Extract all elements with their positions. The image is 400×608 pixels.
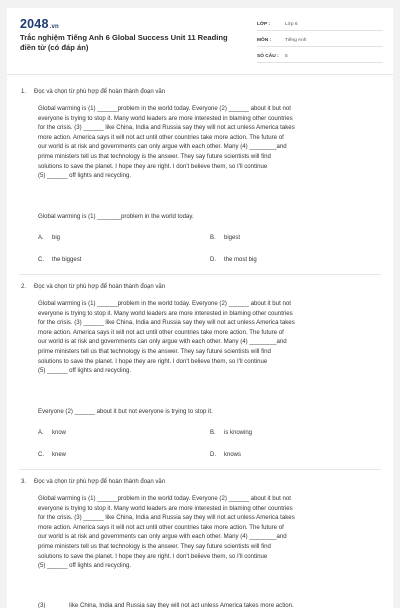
passage-line: our world is at risk and governments can only argue with each other. Many (4) ________and [38, 143, 287, 151]
option-a[interactable] [38, 430, 66, 436]
document-header [7, 8, 393, 72]
meta-value: 5 [285, 53, 288, 59]
passage-line: prime ministers tell us that technology is the answer. They say future scientists will find [38, 542, 271, 550]
meta-value: Tiếng Anh [285, 37, 307, 43]
option-letter: D. [210, 257, 216, 263]
passage-line: more action. America says it will not act until other countries take more action. The future of [38, 523, 284, 531]
question-instruction: Đọc và chọn từ phù hợp để hoàn thành đoạn văn [34, 89, 166, 95]
passage-line: prime ministers tell us that technology is the answer. They say future scientists will find [38, 347, 271, 355]
meta-row-subject [257, 34, 383, 47]
meta-row-class [257, 18, 383, 31]
passage-line: Global warming is (1) ______problem in the world today. Everyone (2) ______ about it but not [38, 105, 291, 112]
reading-passage [38, 494, 383, 571]
option-c[interactable] [38, 257, 81, 263]
meta-key: SỐ CÂU : [257, 53, 279, 59]
option-text: is knowing [224, 430, 253, 436]
question-number: 2. [21, 284, 27, 290]
option-letter: B. [210, 430, 216, 436]
option-b[interactable] [210, 235, 240, 241]
question-divider [19, 274, 381, 275]
passage-line: more action. America says it will not act until other countries take more action. The future of [38, 133, 284, 141]
logo-text: 2048 [20, 17, 49, 31]
passage-line: Global warming is (1) ______problem in the world today. Everyone (2) ______ about it but not [38, 300, 291, 307]
question-instruction: Đọc và chọn từ phù hợp để hoàn thành đoạn văn [34, 479, 166, 485]
option-a[interactable] [38, 235, 60, 241]
option-letter: A. [38, 430, 44, 436]
passage-line: for the crisis. (3) ______ like China, India and Russia say they will not act unless America takes [38, 124, 295, 132]
passage-line: our world is at risk and governments can only argue with each other. Many (4) ________and [38, 338, 287, 346]
option-letter: C. [38, 452, 44, 458]
passage-line: solutions to save the planet. I hope they are right. I don't believe them, so I'll continue [38, 162, 268, 170]
header-divider [7, 74, 393, 75]
option-text: knew [52, 452, 67, 458]
option-text: big [52, 235, 61, 241]
question-number: 3. [21, 479, 27, 485]
passage-line: (5) ______ off lights and recycling. [38, 172, 132, 180]
option-letter: D. [210, 452, 216, 458]
passage-line: prime ministers tell us that technology is the answer. They say future scientists will find [38, 152, 271, 160]
page-title: Trắc nghiệm Tiếng Anh 6 Global Success Unit 11 Reading điền từ (có đáp án) [20, 33, 228, 52]
option-c[interactable] [38, 452, 66, 458]
passage-line: for the crisis. (3) ______ like China, India and Russia say they will not act unless America takes [38, 514, 295, 522]
question-divider [19, 469, 381, 470]
question-number: 1. [21, 89, 27, 95]
logo-suffix: .vn [49, 24, 59, 30]
option-text: knows [224, 452, 242, 458]
passage-line: everyone is trying to stop it. Many world leaders are more interested in blaming other countries [38, 309, 293, 317]
option-letter: B. [210, 235, 216, 241]
question-stem: Global warming is (1) _______problem in the world today. [38, 213, 194, 220]
reading-passage [38, 299, 383, 376]
option-text: know [52, 430, 67, 436]
passage-line: for the crisis. (3) ______ like China, India and Russia say they will not act unless America takes [38, 319, 295, 327]
passage-line: (5) ______ off lights and recycling. [38, 562, 132, 570]
meta-key: LỚP : [257, 21, 271, 27]
passage-line: solutions to save the planet. I hope they are right. I don't believe them, so I'll continue [38, 357, 268, 365]
passage-line: solutions to save the planet. I hope they are right. I don't believe them, so I'll continue [38, 552, 268, 560]
meta-key: MÔN : [257, 37, 272, 43]
option-text: the biggest [52, 257, 82, 263]
option-b[interactable] [210, 430, 252, 436]
passage-line: our world is at risk and governments can only argue with each other. Many (4) ________and [38, 533, 287, 541]
option-letter: A. [38, 235, 44, 241]
passage-line: everyone is trying to stop it. Many world leaders are more interested in blaming other countries [38, 114, 293, 122]
meta-value: Lớp 6 [285, 21, 298, 27]
site-logo[interactable] [20, 17, 59, 31]
document-page [7, 8, 393, 608]
reading-passage [38, 104, 383, 181]
option-text: the most big [224, 257, 257, 263]
option-d[interactable] [210, 257, 257, 263]
option-d[interactable] [210, 452, 241, 458]
meta-panel [257, 18, 383, 66]
passage-line: everyone is trying to stop it. Many world leaders are more interested in blaming other countries [38, 504, 293, 512]
option-text: bigest [224, 235, 241, 241]
question-stem: (3) ______ like China, India and Russia say they will not act unless America takes more action. [38, 602, 294, 608]
option-letter: C. [38, 257, 44, 263]
question-stem: Everyone (2) ______ about it but not everyone is trying to stop it. [38, 408, 213, 415]
passage-line: more action. America says it will not act until other countries take more action. The future of [38, 328, 284, 336]
question-instruction: Đọc và chọn từ phù hợp để hoàn thành đoạn văn [34, 284, 166, 290]
meta-row-question-count [257, 50, 383, 63]
passage-line: Global warming is (1) ______problem in the world today. Everyone (2) ______ about it but not [38, 495, 291, 502]
passage-line: (5) ______ off lights and recycling. [38, 367, 132, 375]
